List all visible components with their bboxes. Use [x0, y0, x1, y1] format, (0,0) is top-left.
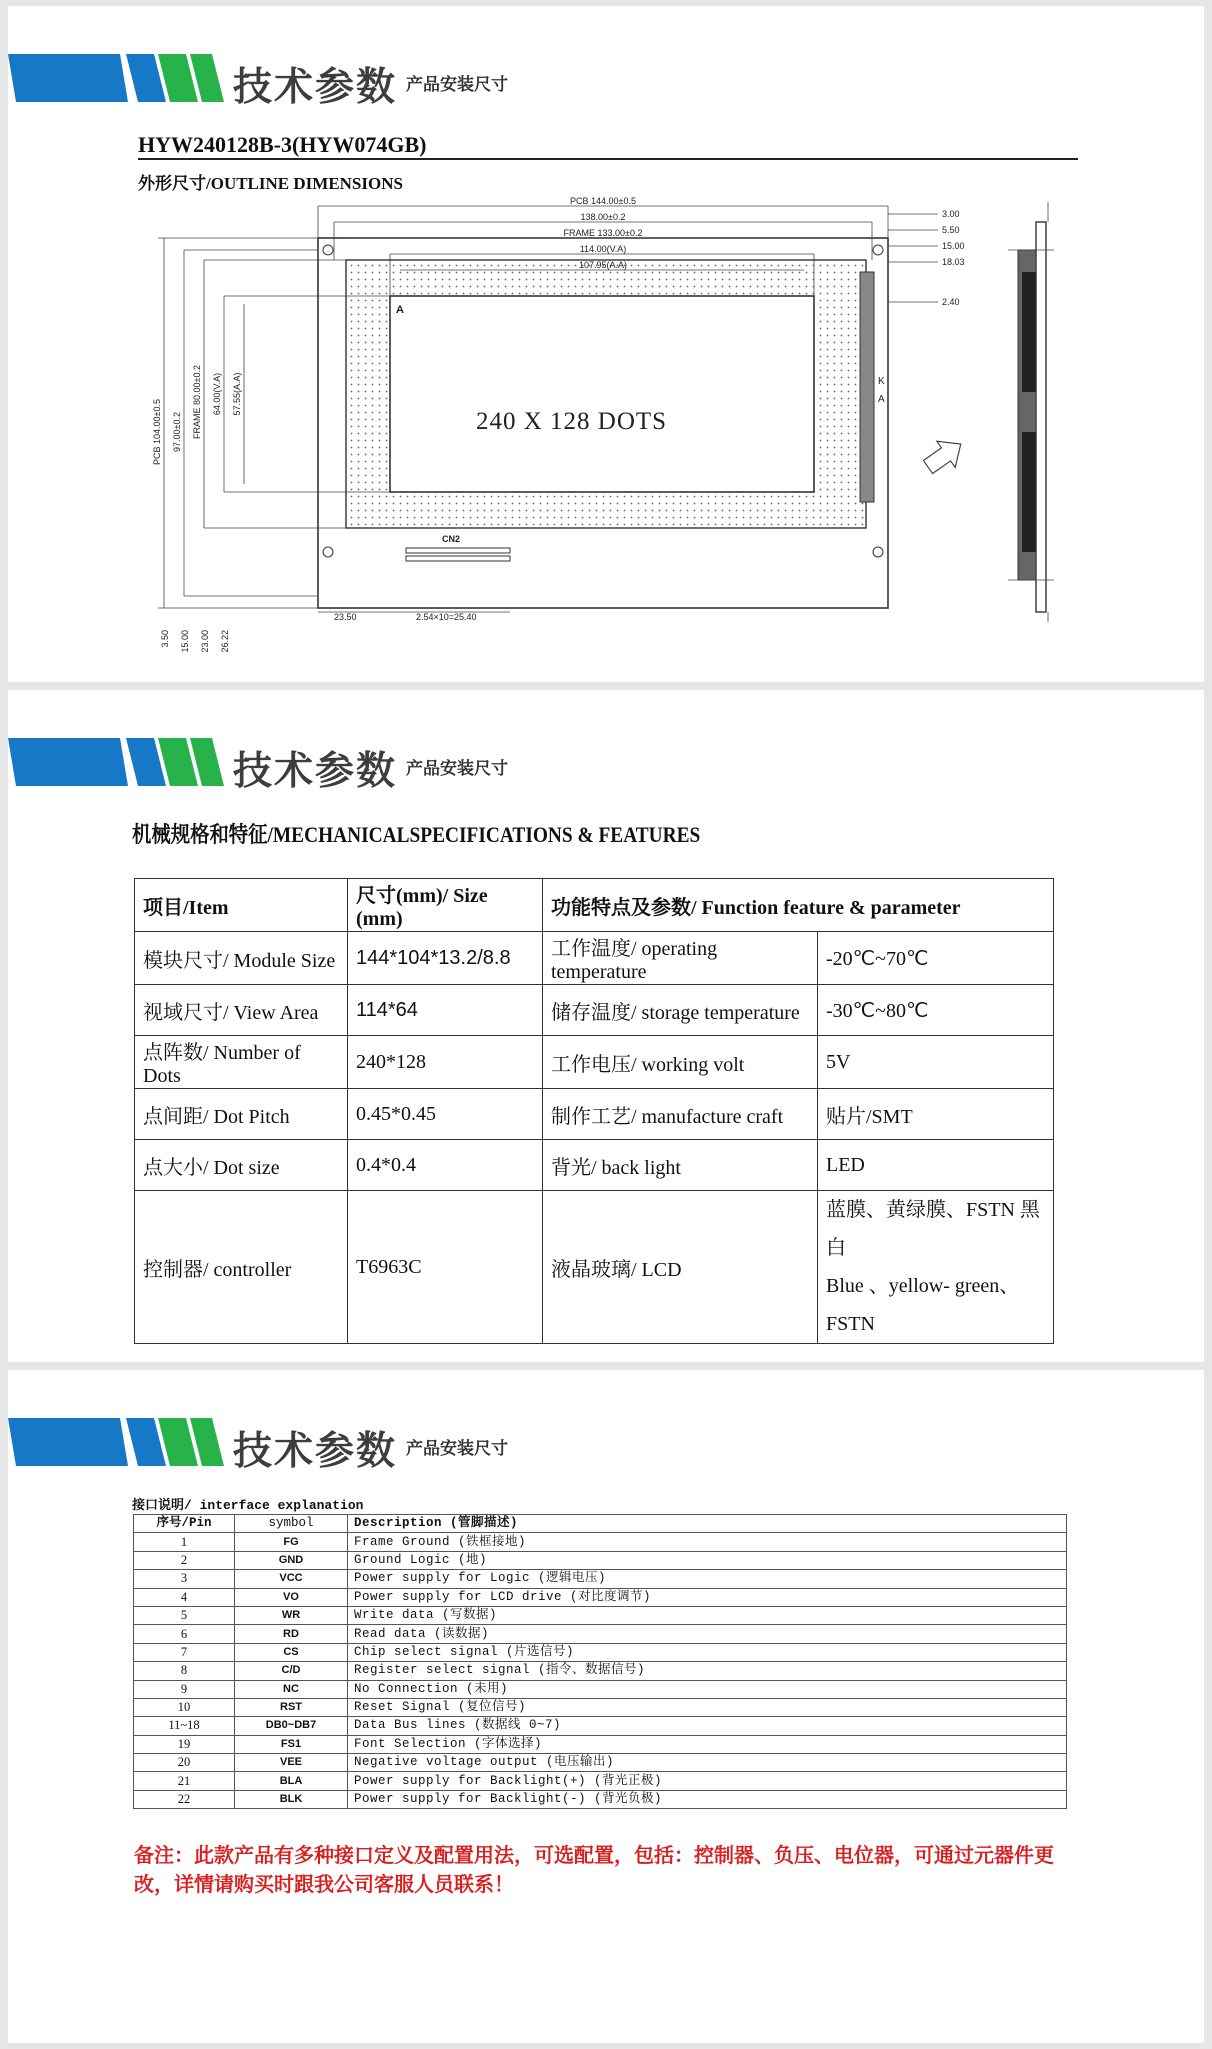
dim-aa-width: 107.95(A.A) — [578, 260, 628, 270]
cell-value: -20℃~70℃ — [818, 932, 1054, 985]
cell-pin: 3 — [134, 1570, 235, 1588]
side-view — [1008, 202, 1054, 622]
cell-desc: Power supply for Backlight(+) (背光正极) — [348, 1772, 1067, 1790]
banner-subtitle: 产品安装尺寸 — [406, 1439, 508, 1458]
banner-title: 技术参数 — [233, 750, 398, 793]
table-row — [134, 1643, 1067, 1661]
remark-note: 备注：此款产品有多种接口定义及配置用法，可选配置，包括：控制器、负压、电位器，可通过元器件更改，详情请购买时跟我公司客服人员联系！ — [134, 1845, 1054, 1896]
cell-feature: 液晶玻璃/ LCD — [543, 1191, 818, 1344]
dim-b3: 26.22 — [220, 630, 230, 653]
cell-pin: 1 — [134, 1533, 235, 1551]
cell-size: 0.4*0.4 — [348, 1140, 543, 1191]
cell-desc: Font Selection (字体选择) — [348, 1735, 1067, 1753]
cell-sym: CS — [235, 1643, 348, 1661]
cell-pin: 4 — [134, 1588, 235, 1606]
interface-table — [133, 1514, 1067, 1809]
outline-title: 外形尺寸/OUTLINE DIMENSIONS — [138, 174, 403, 193]
divider — [138, 158, 1078, 160]
cell-size: T6963C — [348, 1191, 543, 1344]
cell-desc: Reset Signal (复位信号) — [348, 1698, 1067, 1716]
table-header-row — [135, 879, 1054, 932]
dim-r0: 3.00 — [942, 209, 960, 219]
cell-sym: BLA — [235, 1772, 348, 1790]
cell-sym: GND — [235, 1551, 348, 1569]
cell-desc: Register select signal (指令、数据信号) — [348, 1662, 1067, 1680]
cell-desc: No Connection (未用) — [348, 1680, 1067, 1698]
mech-spec-panel — [8, 690, 1204, 1362]
header-cell: 尺寸(mm)/ Size (mm) — [348, 879, 543, 932]
table-row — [134, 1606, 1067, 1624]
mech-spec-table — [134, 878, 1054, 1344]
cell-size: 144*104*13.2/8.8 — [348, 932, 543, 985]
cell-pin: 6 — [134, 1625, 235, 1643]
table-row — [135, 1089, 1054, 1140]
cell-desc: Frame Ground (铁框接地) — [348, 1533, 1067, 1551]
cell-sym: NC — [235, 1680, 348, 1698]
cell-value-line: 蓝膜、黄绿膜、FSTN 黑白 — [826, 1199, 1040, 1259]
cell-item: 模块尺寸/ Module Size — [135, 932, 348, 985]
cell-pin: 21 — [134, 1772, 235, 1790]
cell-item: 点间距/ Dot Pitch — [135, 1089, 348, 1140]
cell-desc: Power supply for LCD drive (对比度调节) — [348, 1588, 1067, 1606]
cell-sym: RST — [235, 1698, 348, 1716]
dim-pitch: 2.54×10=25.40 — [416, 612, 477, 622]
cell-pin: 22 — [134, 1790, 235, 1808]
cell-feature: 制作工艺/ manufacture craft — [543, 1089, 818, 1140]
dim-frame-width: FRAME 133.00±0.2 — [563, 228, 643, 238]
cell-desc: Chip select signal (片选信号) — [348, 1643, 1067, 1661]
cell-pin: 8 — [134, 1662, 235, 1680]
cell-pin: 11~18 — [134, 1717, 235, 1735]
cell-value: 贴片/SMT — [818, 1089, 1054, 1140]
cell-value: 5V — [818, 1036, 1054, 1089]
table-row — [134, 1754, 1067, 1772]
cell-item: 控制器/ controller — [135, 1191, 348, 1344]
cell-feature: 工作电压/ working volt — [543, 1036, 818, 1089]
table-row — [135, 985, 1054, 1036]
cell-sym: VO — [235, 1588, 348, 1606]
cell-desc: Write data (写数据) — [348, 1606, 1067, 1624]
cell-sym: BLK — [235, 1790, 348, 1808]
interface-panel — [8, 1370, 1204, 2043]
cell-sym: RD — [235, 1625, 348, 1643]
dim-b1: 15.00 — [180, 630, 190, 653]
banner-subtitle: 产品安装尺寸 — [406, 75, 508, 94]
cell-desc: Power supply for Logic (逻辑电压) — [348, 1570, 1067, 1588]
table-row — [135, 1191, 1054, 1344]
table-row — [134, 1625, 1067, 1643]
cell-desc: Data Bus lines (数据线 0~7) — [348, 1717, 1067, 1735]
dim-b2: 23.00 — [200, 630, 210, 653]
table-row — [134, 1717, 1067, 1735]
dim-r1: 5.50 — [942, 225, 960, 235]
table-row — [134, 1790, 1067, 1808]
cell-desc: Power supply for Backlight(-) (背光负极) — [348, 1790, 1067, 1808]
cell-value: LED — [818, 1140, 1054, 1191]
table-row — [135, 1140, 1054, 1191]
mark-a: A — [396, 304, 404, 316]
banner-title: 技术参数 — [233, 66, 398, 109]
table-row — [134, 1735, 1067, 1753]
table-row — [134, 1551, 1067, 1569]
cell-sym: VCC — [235, 1570, 348, 1588]
section-banner — [8, 732, 568, 792]
cell-sym: FG — [235, 1533, 348, 1551]
cell-item: 视域尺寸/ View Area — [135, 985, 348, 1036]
cell-desc: Ground Logic (地) — [348, 1551, 1067, 1569]
view-arrow-icon — [919, 431, 970, 480]
cell-feature: 储存温度/ storage temperature — [543, 985, 818, 1036]
dim-138: 138.00±0.2 — [580, 212, 626, 222]
mark-a2: A — [878, 394, 885, 405]
dim-frame-height: FRAME 80.00±0.2 — [192, 365, 202, 439]
cell-pin: 20 — [134, 1754, 235, 1772]
cell-pin: 19 — [134, 1735, 235, 1753]
cell-pin: 2 — [134, 1551, 235, 1569]
cell-item: 点阵数/ Number of Dots — [135, 1036, 348, 1089]
dim-r2: 15.00 — [942, 241, 965, 251]
table-row — [134, 1680, 1067, 1698]
outline-drawing — [138, 192, 1098, 653]
mark-k: K — [878, 376, 885, 387]
table-row — [134, 1772, 1067, 1790]
table-row — [134, 1588, 1067, 1606]
dim-pitch-offset: 23.50 — [334, 612, 357, 622]
table-row — [135, 932, 1054, 985]
dim-r3: 18.03 — [942, 257, 965, 267]
model-number: HYW240128B-3(HYW074GB) — [138, 132, 427, 157]
header-cell: Description (管脚描述) — [348, 1515, 1067, 1533]
cell-feature: 工作温度/ operating temperature — [543, 932, 818, 985]
connector-label: CN2 — [442, 534, 461, 544]
cell-sym: DB0~DB7 — [235, 1717, 348, 1735]
cell-sym: WR — [235, 1606, 348, 1624]
table-row — [134, 1662, 1067, 1680]
section-banner — [8, 48, 568, 108]
cell-item: 点大小/ Dot size — [135, 1140, 348, 1191]
mech-title: 机械规格和特征/MECHANICALSPECIFICATIONS & FEATURES — [132, 822, 701, 847]
banner-stripes-icon — [8, 1418, 223, 1466]
table-row — [134, 1698, 1067, 1716]
dim-pcb-height: PCB 104.00±0.5 — [152, 399, 162, 465]
cell-pin: 10 — [134, 1698, 235, 1716]
section-banner — [8, 1412, 568, 1472]
dim-97: 97.00±0.2 — [172, 412, 182, 452]
dim-aa-height: 57.55(A.A) — [232, 372, 242, 416]
cell-size: 0.45*0.45 — [348, 1089, 543, 1140]
header-cell: 项目/Item — [135, 879, 348, 932]
cell-size: 240*128 — [348, 1036, 543, 1089]
table-row — [134, 1533, 1067, 1551]
cell-sym: FS1 — [235, 1735, 348, 1753]
table-row — [135, 1036, 1054, 1089]
cell-value: -30℃~80℃ — [818, 985, 1054, 1036]
cell-value-line: Blue 、yellow- green、FSTN — [826, 1275, 1020, 1335]
table-row — [134, 1570, 1067, 1588]
banner-title: 技术参数 — [233, 1430, 398, 1473]
header-cell: symbol — [235, 1515, 348, 1533]
outline-panel — [8, 6, 1204, 682]
dim-va-width: 114.00(V.A) — [579, 244, 627, 254]
table-header-row — [134, 1515, 1067, 1533]
cell-feature: 背光/ back light — [543, 1140, 818, 1191]
cell-pin: 5 — [134, 1606, 235, 1624]
header-cell: 序号/Pin — [134, 1515, 235, 1533]
header-cell: 功能特点及参数/ Function feature & parameter — [543, 879, 1054, 932]
cell-sym: VEE — [235, 1754, 348, 1772]
dim-r4: 2.40 — [942, 297, 960, 307]
cell-sym: C/D — [235, 1662, 348, 1680]
cell-pin: 7 — [134, 1643, 235, 1661]
cell-size: 114*64 — [348, 985, 543, 1036]
viewing-area — [390, 296, 814, 492]
cell-pin: 9 — [134, 1680, 235, 1698]
dim-pcb-width: PCB 144.00±0.5 — [570, 196, 636, 206]
banner-subtitle: 产品安装尺寸 — [406, 759, 508, 778]
cell-value — [818, 1191, 1054, 1344]
banner-stripes-icon — [8, 54, 223, 102]
banner-stripes-icon — [8, 738, 223, 786]
dim-va-height: 64.00(V.A) — [212, 372, 222, 416]
cell-desc: Read data (读数据) — [348, 1625, 1067, 1643]
cell-desc: Negative voltage output (电压输出) — [348, 1754, 1067, 1772]
dim-b0: 3.50 — [160, 630, 170, 648]
interface-title: 接口说明/ interface explanation — [132, 1498, 364, 1513]
display-dots-label: 240 X 128 DOTS — [476, 408, 668, 435]
